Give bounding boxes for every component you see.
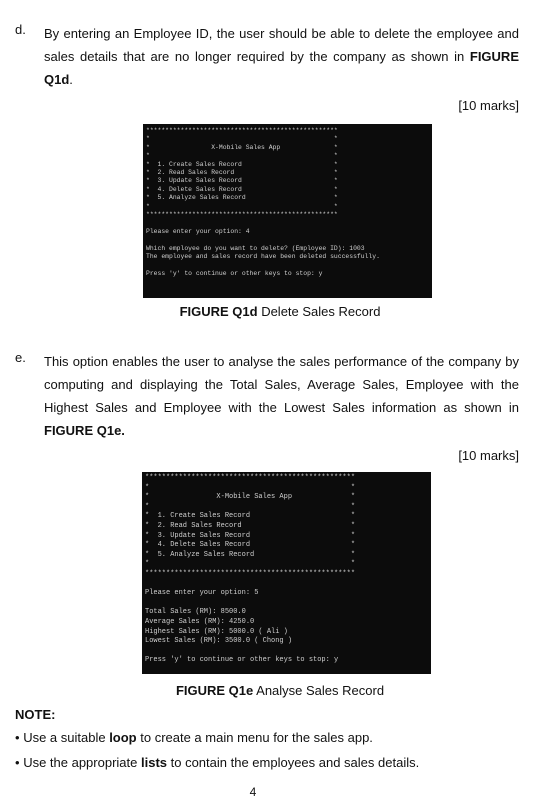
note-bullet-loop (15, 730, 535, 745)
section-d-figure-ref: FIGURE Q1d (44, 49, 519, 87)
terminal-line: * 5. Analyze Sales Record * (146, 194, 338, 202)
figure-q1d-caption-text: Delete Sales Record (257, 304, 381, 319)
terminal-line: * * (146, 152, 338, 160)
section-e-paragraph (44, 350, 519, 442)
note-bullet-1-bold: loop (109, 730, 137, 745)
terminal-line: * 3. Update Sales Record * (145, 531, 356, 540)
section-e-text: This option enables the user to analyse the sales performance of the company by computing and displaying the Total Sales, Average Sales, Employee with the Highest Sales and Employee with the Lowest Sales information as shown in (44, 354, 519, 415)
terminal-line: Highest Sales (RM): 5000.0 ( Ali ) (145, 627, 288, 636)
section-e-figure-ref: FIGURE Q1e. (44, 423, 125, 438)
note-bullet-2-text: Use the appropriate (23, 755, 141, 770)
terminal-line (146, 236, 429, 244)
terminal-line: Lowest Sales (RM): 3500.0 ( Chong ) (145, 637, 293, 646)
terminal-line (146, 219, 429, 227)
terminal-line: * 4. Delete Sales Record * (145, 541, 356, 550)
section-d-text-end: . (69, 72, 73, 87)
section-d-text: By entering an Employee ID, the user should be able to delete the employee and sales details that are no longer required by the company as shown in (44, 26, 519, 64)
note-bullet-1-end: to create a main menu for the sales app. (136, 730, 373, 745)
terminal-line: * 1. Create Sales Record * (145, 512, 356, 521)
section-d-paragraph (44, 22, 519, 91)
terminal-line: ************************************************** (146, 211, 338, 219)
terminal-line: * * (146, 135, 338, 143)
terminal-line: * 4. Delete Sales Record * (146, 185, 338, 193)
page-number: 4 (249, 785, 257, 799)
terminal-line: ************************************************** (145, 569, 356, 578)
terminal-line: * 3. Update Sales Record * (146, 177, 338, 185)
terminal-line: * * (145, 502, 356, 511)
section-e-marks: [10 marks] (458, 448, 519, 463)
terminal-line (145, 580, 428, 590)
note-title: NOTE: (15, 707, 56, 722)
terminal-line: * X-Mobile Sales App * (146, 143, 338, 151)
bullet-dot-icon: • (15, 755, 20, 770)
figure-q1d-caption (120, 304, 440, 319)
terminal-line (145, 647, 428, 657)
terminal-line: Press 'y' to continue or other keys to stop: y (145, 656, 339, 665)
terminal-line: Average Sales (RM): 4250.0 (145, 617, 255, 626)
figure-q1d-caption-ref: FIGURE Q1d (179, 304, 258, 319)
terminal-line: ************************************************** (145, 474, 356, 482)
terminal-line: * 2. Read Sales Record * (146, 169, 338, 177)
terminal-line (145, 599, 428, 609)
terminal-line: Total Sales (RM): 8500.0 (145, 608, 246, 617)
terminal-line: * * (146, 202, 338, 210)
terminal-line (146, 262, 429, 270)
section-d-marks: [10 marks] (458, 98, 519, 113)
note-bullet-2-bold: lists (140, 755, 167, 770)
terminal-line: * 1. Create Sales Record * (146, 160, 338, 168)
note-bullet-lists (15, 755, 535, 770)
note-bullet-1-text: Use a suitable (23, 730, 110, 745)
bullet-dot-icon: • (15, 730, 20, 745)
terminal-line: * * (145, 560, 356, 569)
terminal-line: The employee and sales record have been deleted successfully. (146, 253, 380, 261)
terminal-line: * * (145, 483, 356, 492)
section-e-label: e. (15, 350, 26, 365)
terminal-line: Please enter your option: 4 (146, 227, 250, 235)
terminal-line: * 2. Read Sales Record * (145, 521, 356, 530)
figure-q1e-caption-text: Analyse Sales Record (253, 683, 385, 698)
terminal-line: Press 'y' to continue or other keys to stop: y (146, 269, 323, 277)
section-d-label: d. (15, 22, 26, 37)
terminal-line: Please enter your option: 5 (145, 589, 259, 598)
figure-q1e-caption (120, 683, 440, 698)
terminal-line: Which employee do you want to delete? (Employee ID): 1003 (146, 244, 365, 252)
figure-q1e-caption-ref: FIGURE Q1e (175, 683, 254, 698)
figure-q1d-terminal (143, 124, 432, 298)
note-bullet-2-end: to contain the employees and sales details. (167, 755, 420, 770)
terminal-line: ************************************************** (146, 127, 338, 134)
terminal-line: * 5. Analyze Sales Record * (145, 550, 356, 559)
figure-q1e-terminal (142, 472, 431, 674)
terminal-line: * X-Mobile Sales App * (145, 493, 356, 502)
